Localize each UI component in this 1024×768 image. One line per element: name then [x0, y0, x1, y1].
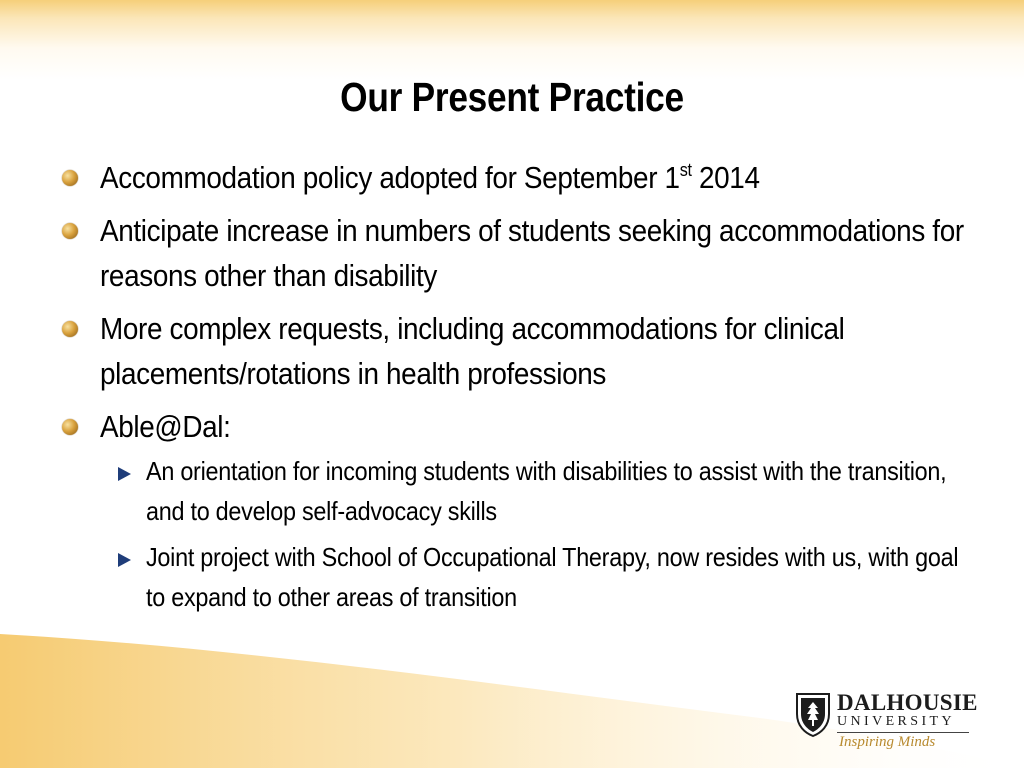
sub-bullet-text: Joint project with School of Occupational Therapy, now resides with us, with goal to expand to other areas of transition: [146, 542, 959, 612]
bullet-item: [56, 208, 976, 298]
sub-bullet-list: [146, 451, 976, 617]
bullet-text: Anticipate increase in numbers of students seeking accommodations for reasons other than disability: [100, 213, 964, 293]
triangle-bullet-icon: [118, 553, 131, 567]
gold-bullet-icon: [62, 170, 78, 186]
bullet-item: [56, 306, 976, 396]
sub-bullet-text: An orientation for incoming students with disabilities to assist with the transition, and to develop self-advocacy skills: [146, 456, 947, 526]
bullet-item: [56, 155, 976, 200]
gold-bullet-icon: [62, 321, 78, 337]
gold-bullet-icon: [62, 419, 78, 435]
logo-university: UNIVERSITY: [837, 714, 955, 729]
crest-icon: [795, 692, 831, 738]
logo-tagline: Inspiring Minds: [839, 734, 936, 750]
logo-name: DALHOUSIE: [837, 690, 978, 715]
bullet-item: [56, 404, 976, 449]
bullet-text: Accommodation policy adopted for September 1: [100, 160, 680, 195]
sub-bullet-item: [146, 451, 976, 531]
sub-bullet-item: [146, 537, 976, 617]
university-logo: [795, 690, 985, 754]
bullet-text: Able@Dal:: [100, 409, 231, 444]
bullet-text: More complex requests, including accommodations for clinical placements/rotations in health professions: [100, 311, 845, 391]
logo-divider: [837, 732, 969, 733]
slide-title: Our Present Practice: [340, 74, 684, 120]
gold-bullet-icon: [62, 223, 78, 239]
triangle-bullet-icon: [118, 467, 131, 481]
bullet-text-suffix: 2014: [691, 160, 760, 195]
bullet-superscript: st: [679, 160, 692, 180]
bullet-list: [56, 155, 976, 623]
